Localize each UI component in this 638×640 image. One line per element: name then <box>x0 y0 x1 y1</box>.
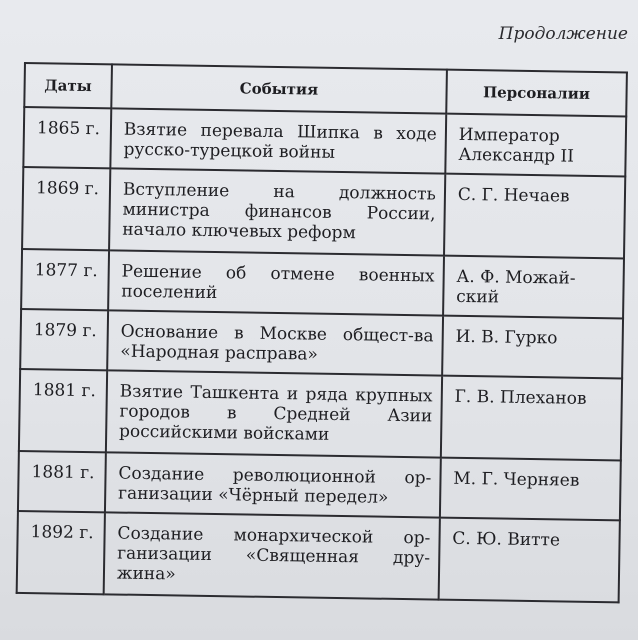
row-date: 1892 г. <box>17 511 105 594</box>
row-event: Основание в Москве общест-ва «Народная расправа» <box>107 310 443 375</box>
header-dates: Даты <box>24 63 112 108</box>
table-row <box>22 167 625 258</box>
row-person: С. Ю. Витте <box>438 518 619 603</box>
row-date: 1879 г. <box>20 309 108 370</box>
header-persons: Персоналии <box>446 70 627 117</box>
table-row <box>17 511 620 602</box>
row-event: Создание революционной ор-ганизации «Чёрный передел» <box>105 452 441 517</box>
continuation-label: Продолжение <box>498 24 628 44</box>
events-table <box>16 62 628 603</box>
row-event: Создание монархической ор-ганизации «Священная дру-жина» <box>104 512 440 599</box>
row-event: Взятие Ташкента и ряда крупных городов в Средней Азии российскими войсками <box>106 370 442 457</box>
row-person: Г. В. Плеханов <box>441 376 622 461</box>
row-date: 1877 г. <box>21 249 109 310</box>
table-row <box>20 309 623 378</box>
row-date: 1865 г. <box>23 107 111 168</box>
row-person: И. В. Гурко <box>442 316 623 379</box>
table-row <box>21 249 624 318</box>
row-person: М. Г. Черняев <box>440 458 621 521</box>
table-row <box>23 107 626 176</box>
table-row <box>18 451 621 520</box>
row-event: Вступление на должность министра финансов России, начало ключевых реформ <box>109 168 445 255</box>
row-person: А. Ф. Можай-ский <box>443 256 624 319</box>
row-person: С. Г. Нечаев <box>444 174 625 259</box>
row-date: 1881 г. <box>19 369 107 452</box>
row-event: Взятие перевала Шипка в ходе русско-турецкой войны <box>110 108 446 173</box>
row-person: Император Александр II <box>445 114 626 177</box>
header-events: События <box>111 64 447 113</box>
row-event: Решение об отмене военных поселений <box>108 250 444 315</box>
row-date: 1869 г. <box>22 167 110 250</box>
row-date: 1881 г. <box>18 451 106 512</box>
table-row <box>19 369 622 460</box>
